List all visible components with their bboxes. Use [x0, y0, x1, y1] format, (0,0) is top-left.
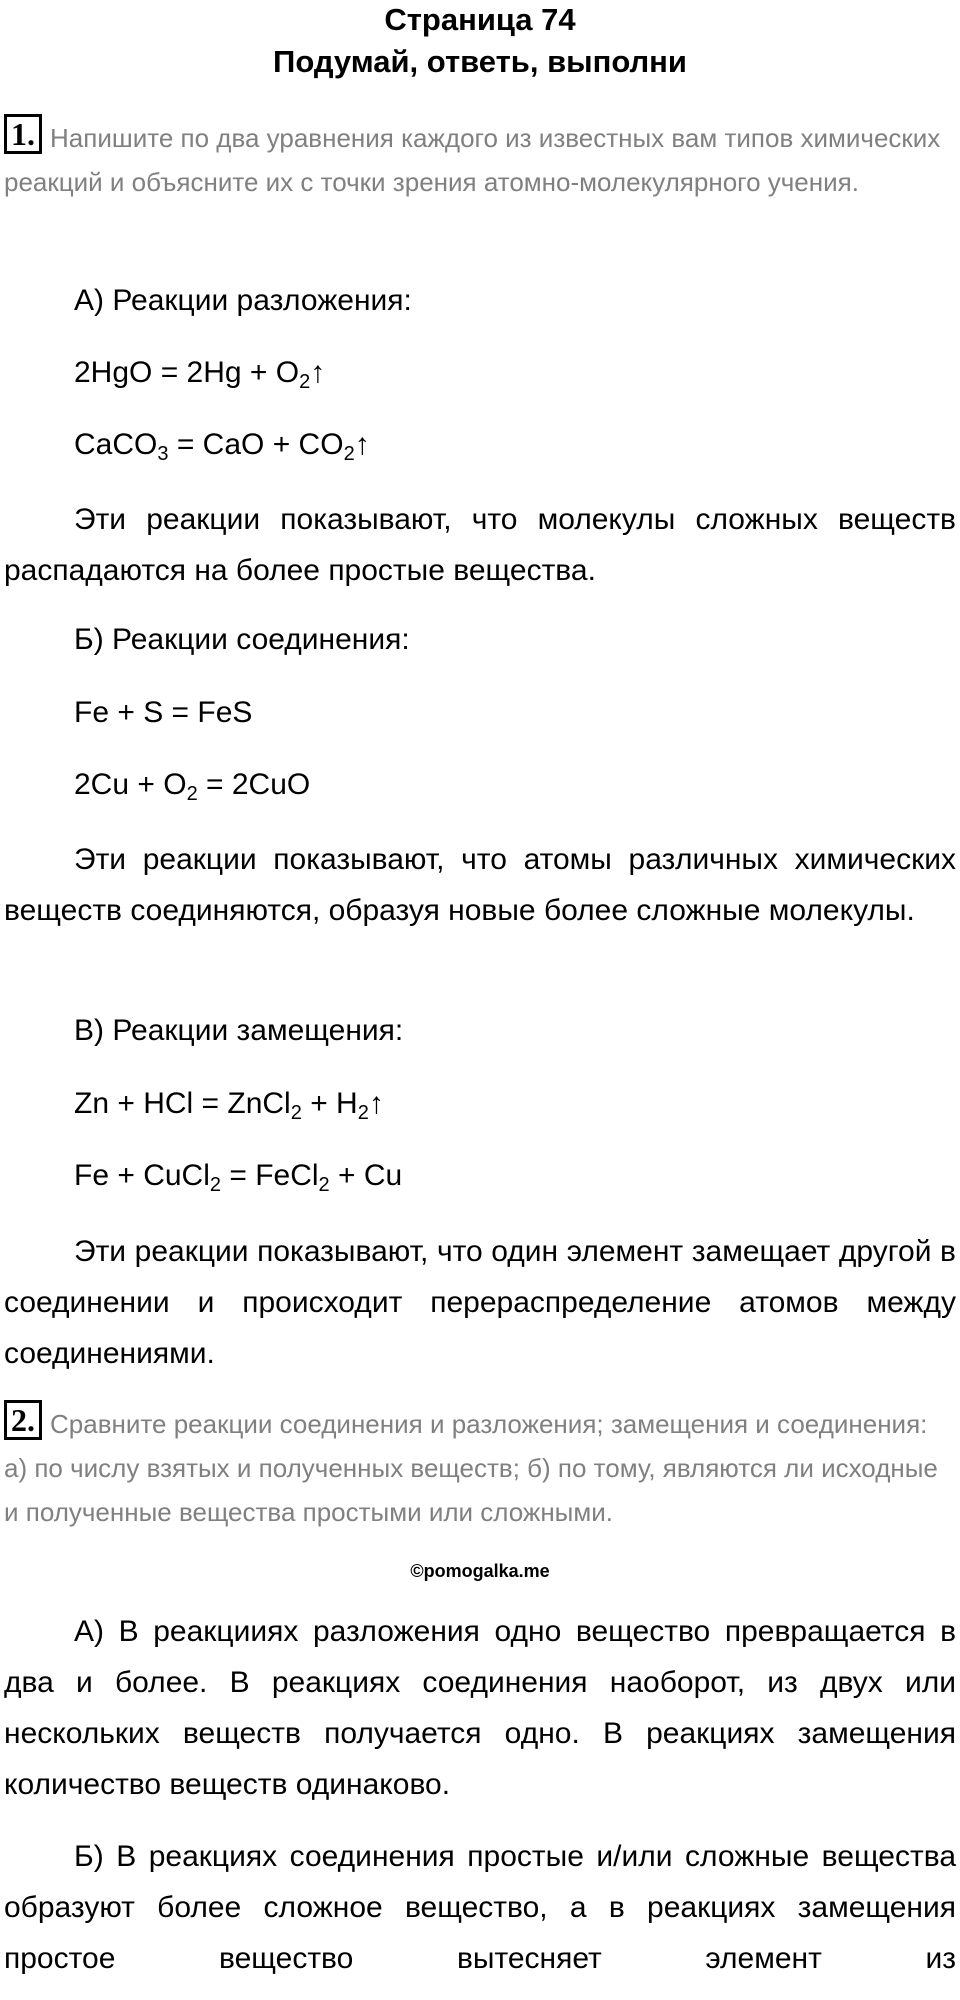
task-2-text: Сравните реакции соединения и разложения; замещения и соединения: а) по числу взятых и полученных веществ; б) по тому, являются ли исходные и полученные вещества простыми или сложными.: [4, 1409, 938, 1527]
section-c-explanation: Эти реакции показывают, что один элемент замещает другой в соединении и происходит перераспределение атомов между соединениями.: [4, 1235, 956, 1370]
task-2-question: [4, 1400, 952, 1534]
section-a-explanation: Эти реакции показывают, что молекулы сложных веществ распадаются на более простые вещества.: [4, 503, 956, 587]
page-title: Подумай, ответь, выполни: [273, 44, 687, 79]
section-c-heading: В) Реакции замещения:: [74, 1014, 404, 1047]
task-1-number: 1.: [4, 114, 42, 154]
task-2-number: 2.: [4, 1400, 42, 1440]
section-b-explanation: Эти реакции показывают, что атомы различных химических веществ соединяются, образуя новые более сложные молекулы.: [4, 843, 956, 927]
section-b-heading: Б) Реакции соединения:: [74, 623, 410, 656]
equation-hgo: $2HgO = 2Hg + O_2↑$: [74, 356, 326, 393]
equation-fecl2: Fe + CuCl$_2$ = FeCl$_2$ + Cu: [74, 1159, 403, 1196]
equation-fes: Fe + S = FeS: [74, 696, 253, 729]
task-1-text: Напишите по два уравнения каждого из известных вам типов химических реакций и объясните их с точки зрения атомно-молекулярного учения.: [4, 123, 941, 197]
task-1-question: [4, 114, 952, 204]
section-a-heading: А) Реакции разложения:: [74, 284, 412, 317]
equation-cuo: $2Cu + O_2 = 2CuO$: [74, 768, 311, 805]
equation-caco3: CaCO$_3$ = CaO + $CO_2↑$: [74, 428, 370, 465]
page-number-heading: Страница 74: [384, 2, 576, 37]
task-2-answer-b: Б) В реакциях соединения простые и/или сложные вещества образуют более сложное вещество, а в реакциях замещения простое вещество вытесняет элемент из: [4, 1840, 956, 1975]
watermark: ©pomogalka.me: [410, 1561, 550, 1581]
equation-zncl2: Zn + HCl = ZnCl$_2$ + $H_2↑$: [74, 1087, 384, 1124]
task-2-answer-a: А) В реакцииях разложения одно вещество превращается в два и более. В реакциях соединения наоборот, из двух или нескольких веществ получается одно. В реакциях замещения количество веществ одинаково.: [4, 1615, 956, 1801]
